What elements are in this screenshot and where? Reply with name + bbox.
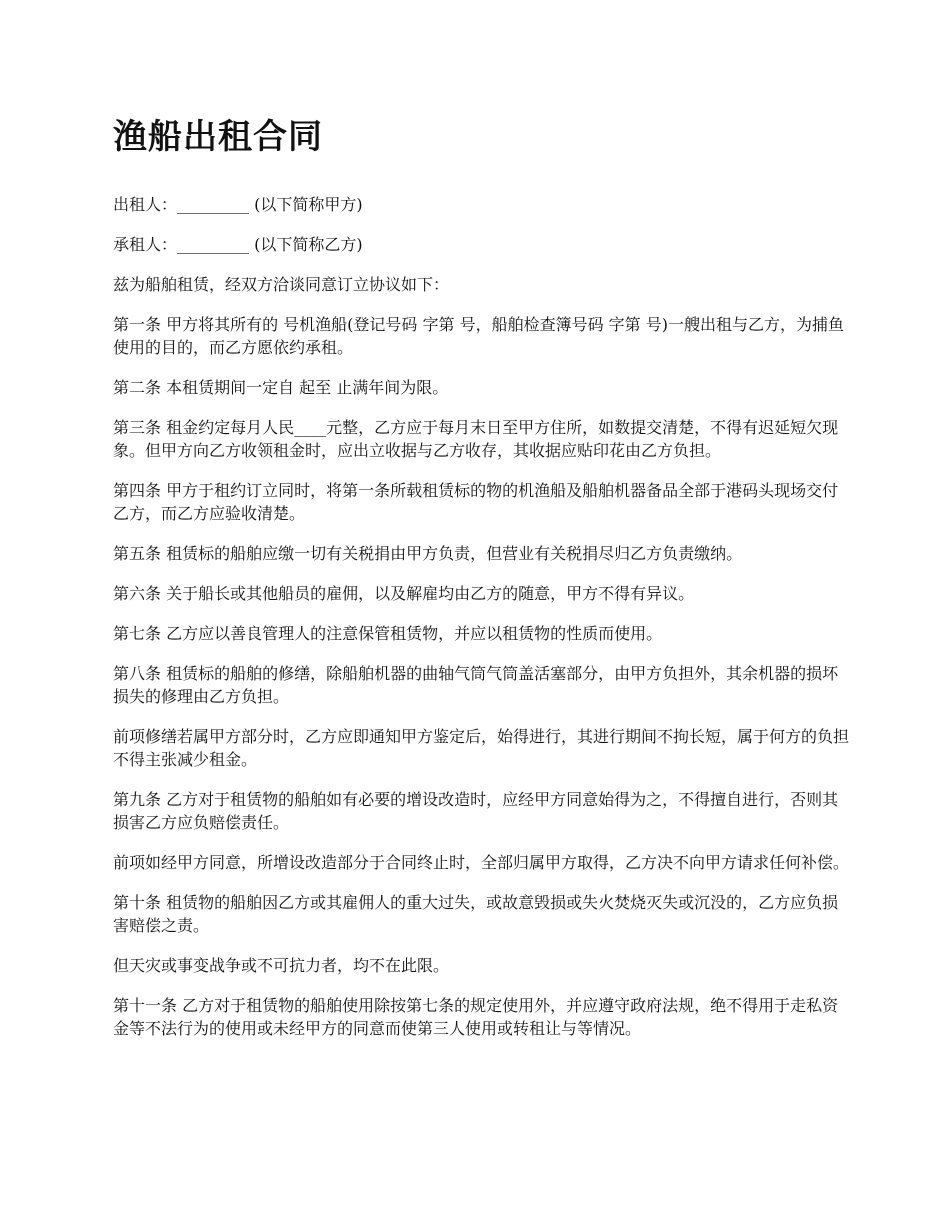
article-8: 第八条 租赁标的船舶的修缮，除船舶机器的曲轴气筒气筒盖活塞部分，由甲方负担外，其余机器的损坏损失的修理由乙方负担。 — [113, 664, 839, 706]
preamble: 兹为船舶租赁，经双方洽谈同意订立协议如下： — [113, 275, 450, 294]
article-9-clause: 前项如经甲方同意，所增设改造部分于合同终止时，全部归属甲方取得，乙方决不向甲方请求任何补偿。 — [113, 853, 850, 872]
article-7: 第七条 乙方应以善良管理人的注意保管租赁物，并应以租赁物的性质而使用。 — [113, 624, 663, 643]
article-11: 第十一条 乙方对于租赁物的船舶使用除按第七条的规定使用外，并应遵守政府法规，绝不得用于走私资金等不法行为的使用或未经甲方的同意而使第三人使用或转租让与等情况。 — [113, 996, 839, 1038]
lessor-line: 出租人：_________ (以下简称甲方) — [113, 195, 363, 214]
article-9: 第九条 乙方对于租赁物的船舶如有必要的增设改造时，应经甲方同意始得为之，不得擅自进行，否则其损害乙方应负赔偿责任。 — [113, 790, 839, 832]
article-4: 第四条 甲方于租约订立同时，将第一条所载租赁标的物的机渔船及船舶机器备品全部于港码头现场交付乙方，而乙方应验收清楚。 — [113, 481, 839, 523]
article-6: 第六条 关于船长或其他船员的雇佣，以及解雇均由乙方的随意，甲方不得有异议。 — [113, 584, 695, 603]
article-2: 第二条 本租赁期间一定自 起至 止满年间为限。 — [113, 378, 449, 397]
lessee-line: 承租人：_________ (以下简称乙方) — [113, 235, 363, 254]
article-10-clause: 但天灾或事变战争或不可抗力者，均不在此限。 — [113, 956, 450, 975]
document-title: 渔船出租合同 — [113, 117, 323, 157]
article-10: 第十条 租赁物的船舶因乙方或其雇佣人的重大过失，或故意毁损或失火焚烧灭失或沉没的，乙方应负损害赔偿之责。 — [113, 893, 839, 935]
article-8-clause: 前项修缮若属甲方部分时，乙方应即通知甲方鉴定后，始得进行，其进行期间不拘长短，属于何方的负担不得主张减少租金。 — [113, 727, 850, 769]
article-5: 第五条 租赁标的船舶应缴一切有关税捐由甲方负责，但营业有关税捐尽归乙方负责缴纳。 — [113, 544, 743, 563]
document-page — [113, 118, 853, 1057]
article-1: 第一条 甲方将其所有的 号机渔船(登记号码 字第 号，船舶检查簿号码 字第 号)一艘出租与乙方，为捕鱼使用的目的，而乙方愿依约承租。 — [113, 315, 845, 357]
article-3: 第三条 租金约定每月人民____元整，乙方应于每月末日至甲方住所，如数提交清楚，不得有迟延短欠现象。但甲方向乙方收领租金时，应出立收据与乙方收存，其收据应贴印花由乙方负担。 — [113, 418, 839, 460]
